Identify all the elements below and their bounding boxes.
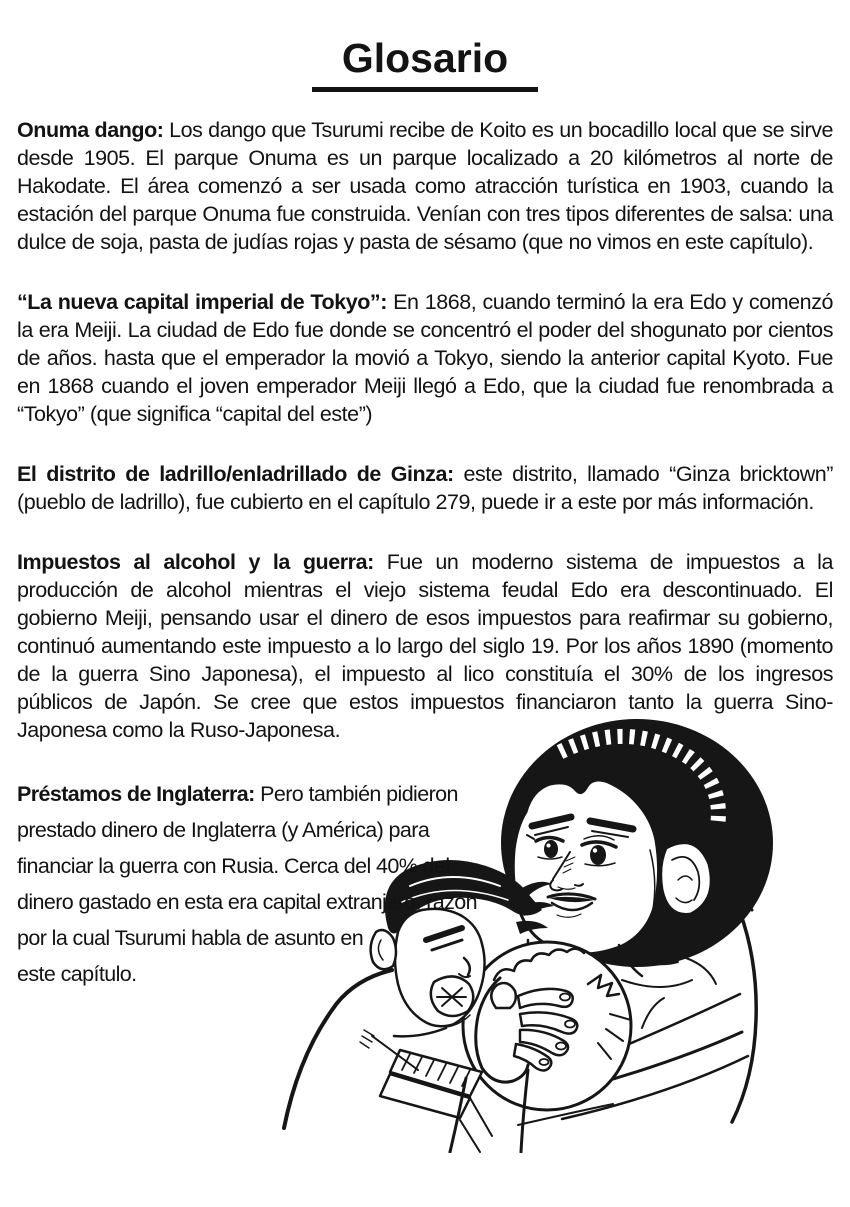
glossary-entry-onuma-dango — [17, 116, 833, 256]
page-title: Glosario — [312, 34, 538, 92]
entry-term: Préstamos de Inglaterra: — [17, 782, 255, 806]
entry-definition: Pero también pidieron prestado dinero de Inglaterra (y América) para financiar la guerra con Rusia. Cerca del 40% del dinero gastado en esta era capital extranjero, razón por la cual Tsurumi habla de asunto en este capítulo. — [17, 782, 478, 986]
glossary-entry-nueva-capital — [17, 288, 833, 428]
glossary-entry-prestamos-inglaterra — [17, 776, 833, 992]
glossary-entry-impuestos-alcohol — [17, 548, 833, 744]
entry-definition: Fue un moderno sistema de impuestos a la producción de alcohol mientras el viejo sistema feudal Edo era descontinuado. El gobierno Meiji, pensando usar el dinero de esos impuestos para reafirmar su gobierno, continuó aumentando este impuesto a lo largo del siglo 19. Por los años 1890 (momento de la guerra Sino Japonesa), el impuesto al lico constituía el 30% de los ingresos públicos de Japón. Se cree que estos impuestos financiaron tanto la guerra Sino-Japonesa como la Ruso-Japonesa. — [17, 550, 833, 742]
big-character-ear — [661, 843, 712, 915]
entry-definition: este distrito, llamado “Ginza bricktown” (pueblo de ladrillo), fue cubierto en el capítulo 279, puede ir a este por más información. — [17, 462, 833, 514]
glossary-entry-distrito-ginza — [17, 460, 833, 516]
entry-term: “La nueva capital imperial de Tokyo”: — [17, 290, 387, 314]
entry-term: Impuestos al alcohol y la guerra: — [17, 550, 374, 574]
manga-characters-hug-illustration — [390, 716, 850, 1153]
entry-term: Onuma dango: — [17, 118, 164, 142]
entry-term: El distrito de ladrillo/enladrillado de Ginza: — [17, 462, 454, 486]
entry-definition: En 1868, cuando terminó la era Edo y comenzó la era Meiji. La ciudad de Edo fue donde se concentró el poder del shogunato por cientos de años. hasta que el emperador la movió a Tokyo, siendo la anterior capital Kyoto. Fue en 1868 cuando el joven emperador Meiji llegó a Edo, que la ciudad fue renombrada a “Tokyo” (que significa “capital del este”) — [17, 290, 833, 426]
entry-definition: Los dango que Tsurumi recibe de Koito es un bocadillo local que se sirve desde 1905. El parque Onuma es un parque localizado a 20 kilómetros al norte de Hakodate. El área comenzó a ser usada como atracción turística en 1903, cuando la estación del parque Onuma fue construida. Venían con tres tipos diferentes de salsa: una dulce de soja, pasta de judías rojas y pasta de sésamo (que no vimos en este capítulo). — [17, 118, 833, 254]
